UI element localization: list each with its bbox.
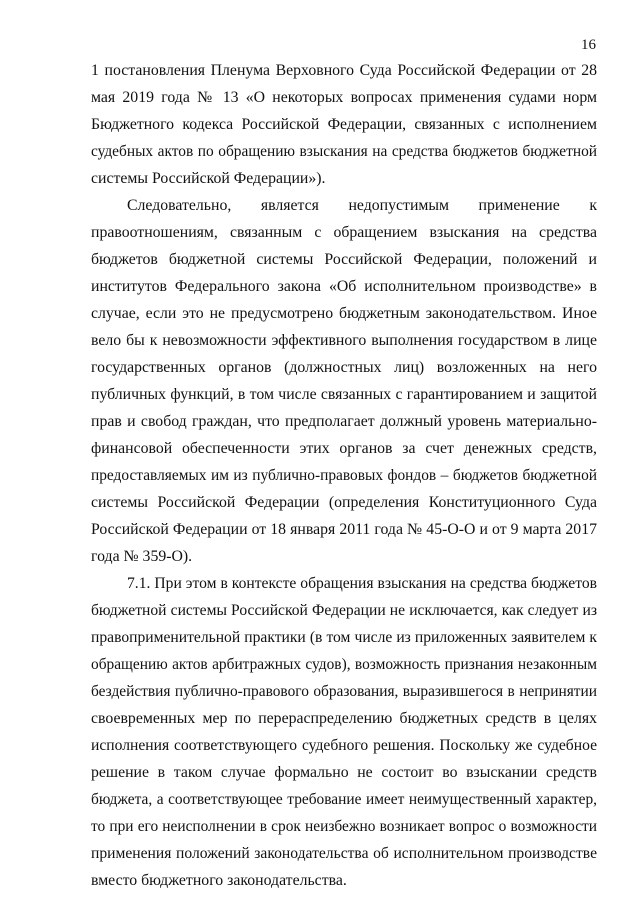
text-line: бездействия публично-правового образования, выразившегося в непринятии — [91, 683, 597, 700]
text-line: исполнения соответствующего судебного решения. Поскольку же судебное — [91, 737, 597, 754]
text-line: 1 постановления Пленума Верховного Суда Российской Федерации от 28 — [91, 62, 597, 79]
text-line: то при его неисполнении в срок неизбежно возникает вопрос о возможности — [91, 818, 597, 835]
text-line: прав и свобод граждан, что предполагает должный уровень материально- — [91, 413, 597, 430]
text-line: правоотношениям, связанным с обращением взыскания на средства — [91, 224, 597, 241]
text-line: мая 2019 года № 13 «О некоторых вопросах применения судами норм — [91, 89, 597, 106]
text-line: бюджета, а соответствующее требование имеет неимущественный характер, — [91, 791, 597, 808]
text-line: вело бы к невозможности эффективного выполнения государством в лице — [91, 332, 597, 349]
text-line: правоприменительной практики (в том числе из приложенных заявителем к — [91, 629, 597, 646]
text-line: предоставляемых им из публично-правовых фондов – бюджетов бюджетной — [91, 467, 597, 484]
text-line: государственных органов (должностных лиц) возложенных на него — [91, 359, 597, 376]
text-line: бюджетов бюджетной системы Российской Федерации, положений и — [91, 251, 597, 268]
text-line: бюджетной системы Российской Федерации не исключается, как следует из — [91, 602, 597, 619]
text-line: Бюджетного кодекса Российской Федерации, связанных с исполнением — [91, 116, 597, 133]
text-line: системы Российской Федерации (определения Конституционного Суда — [91, 494, 597, 511]
text-line: финансовой обеспеченности этих органов за счет денежных средств, — [91, 440, 597, 457]
text-line: своевременных мер по перераспределению бюджетных средств в целях — [91, 710, 597, 727]
text-line: Российской Федерации от 18 января 2011 года № 45-О-О и от 9 марта 2017 — [91, 521, 597, 538]
text-line: Следовательно, является недопустимым применение к — [127, 197, 597, 214]
text-line: 7.1. При этом в контексте обращения взыскания на средства бюджетов — [127, 575, 597, 592]
text-line: институтов Федерального закона «Об исполнительном производстве» в — [91, 278, 597, 295]
text-line: системы Российской Федерации»). — [91, 170, 326, 187]
text-line: решение в таком случае формально не состоит во взыскании средств — [91, 764, 597, 781]
text-line: применения положений законодательства об исполнительном производстве — [91, 845, 597, 862]
text-line: судебных актов по обращению взыскания на средства бюджетов бюджетной — [91, 143, 597, 160]
text-line: года № 359-О). — [91, 548, 193, 565]
text-line: обращению актов арбитражных судов), возможность признания незаконным — [91, 656, 597, 673]
text-line: вместо бюджетного законодательства. — [91, 872, 347, 889]
text-line: публичных функций, в том числе связанных с гарантированием и защитой — [91, 386, 597, 403]
text-line: случае, если это не предусмотрено бюджетным законодательством. Иное — [91, 305, 597, 322]
page-number: 16 — [581, 37, 596, 53]
